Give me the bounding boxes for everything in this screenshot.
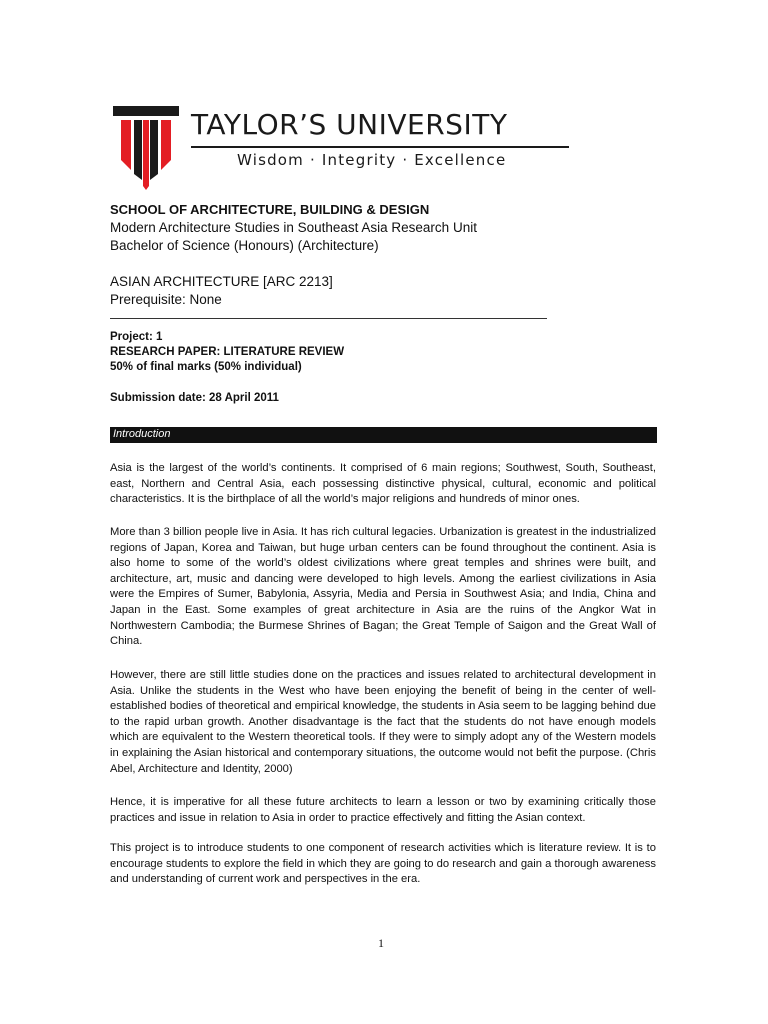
submission-date: Submission date: 28 April 2011 (110, 392, 279, 404)
school-name: SCHOOL OF ARCHITECTURE, BUILDING & DESIGN (110, 202, 430, 217)
project-marks: 50% of final marks (50% individual) (110, 361, 302, 373)
project-title: RESEARCH PAPER: LITERATURE REVIEW (110, 346, 345, 358)
header-separator (110, 318, 547, 319)
page-number: 1 (378, 936, 384, 950)
paragraph-5: This project is to introduce students to one component of research activities which is literature review. It is to encourage students to explore the field in which they are going to do research and gain a thorough awareness and understanding of current work and perspectives in the era. (110, 842, 656, 886)
section-header (110, 427, 657, 443)
paragraph-1: Asia is the largest of the world’s continents. It comprised of 6 main regions; Southwest, South, Southeast, east, Northern and Central Asia, each possessing distinctive physical, cultural, economic and political characteristics. It is the birthplace of all the world’s major religions and hundreds of minor ones. (110, 462, 656, 506)
section-title: Introduction (113, 428, 171, 440)
research-unit: Modern Architecture Studies in Southeast Asia Research Unit (110, 220, 477, 235)
university-motto: Wisdom · Integrity · Excellence (237, 151, 507, 169)
paragraph-4: Hence, it is imperative for all these future architects to learn a lesson or two by examining critically those practices and issue in relation to Asia in order to practice effectively and fitting the Asian context. (110, 796, 656, 824)
degree-program: Bachelor of Science (Honours) (Architecture) (110, 238, 379, 253)
logo-divider (191, 146, 569, 148)
prerequisite: Prerequisite: None (110, 292, 222, 307)
university-crest-icon (113, 106, 179, 190)
paragraph-2: More than 3 billion people live in Asia. It has rich cultural legacies. Urbanization is greatest in the industrialized regions of Japan, Korea and Taiwan, but huge urban centers can be found throughout the continent. Asia is also home to some of the world’s oldest civilizations where great temples and shrines were built, and architecture, art, music and dancing were developed to high levels. Among the earliest civilizations in Asia were the Empires of Sumer, Babylonia, Assyria, Media and Persia in Southwest Asia; and India, China and Japan in the East. Some examples of great architecture in Asia are the ruins of the Angkor Wat in Northwestern Cambodia; the Burmese Shrines of Bagan; the Great Temple of Saigon and the Great Wall of China. (110, 526, 656, 648)
course-code: ASIAN ARCHITECTURE [ARC 2213] (110, 274, 333, 289)
paragraph-3: However, there are still little studies done on the practices and issues related to architectural development in Asia. Unlike the students in the West who have been enjoying the benefit of being in the center of well-established bodies of theoretical and empirical knowledge, the students in Asia seem to be lagging behind due to the rapid urban growth. Another disadvantage is the fact that the students do not have enough models which are equivalent to the Western theoretical tools. If they were to simply adopt any of the Western models in explaining the Asian historical and contemporary situations, the outcome would not befit the purpose. (Chris Abel, Architecture and Identity, 2000) (110, 669, 656, 775)
university-logo (113, 106, 573, 190)
project-number: Project: 1 (110, 331, 163, 343)
university-name: TAYLOR’S UNIVERSITY (191, 108, 508, 141)
